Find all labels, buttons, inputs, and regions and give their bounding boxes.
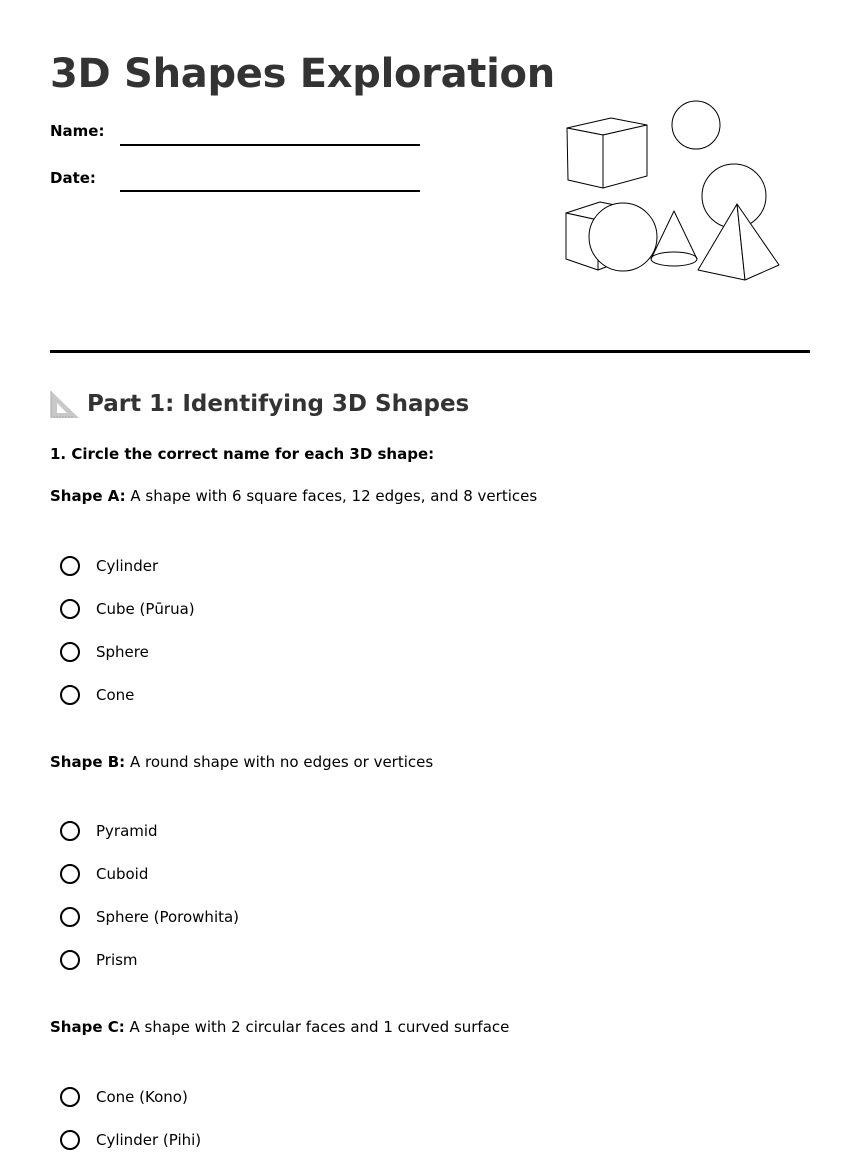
radio-circle[interactable] bbox=[60, 1130, 80, 1150]
radio-circle[interactable] bbox=[60, 556, 80, 576]
option-cube[interactable] bbox=[60, 596, 195, 621]
option-cylinder[interactable] bbox=[60, 553, 158, 578]
radio-circle[interactable] bbox=[60, 907, 80, 927]
option-label: Cuboid bbox=[96, 864, 149, 883]
radio-circle[interactable] bbox=[60, 685, 80, 705]
page-title: 3D Shapes Exploration bbox=[50, 51, 555, 97]
question-text: A round shape with no edges or vertices bbox=[129, 753, 434, 771]
option-cone-kono[interactable] bbox=[60, 1084, 188, 1109]
option-cuboid[interactable] bbox=[60, 861, 148, 886]
option-pyramid[interactable] bbox=[60, 818, 158, 843]
date-label: Date: bbox=[50, 169, 96, 187]
option-label: Cube (Pūrua) bbox=[96, 599, 195, 618]
option-label: Cylinder (Pihi) bbox=[96, 1130, 202, 1149]
set-square-icon bbox=[50, 389, 80, 419]
question-shape-a bbox=[50, 486, 537, 506]
option-prism[interactable] bbox=[60, 947, 138, 972]
radio-circle[interactable] bbox=[60, 821, 80, 841]
option-label: Sphere bbox=[96, 642, 149, 661]
option-label: Cylinder bbox=[96, 556, 159, 575]
section-title: Part 1: Identifying 3D Shapes bbox=[87, 391, 470, 417]
radio-circle[interactable] bbox=[60, 599, 80, 619]
question-shape-b bbox=[50, 752, 433, 772]
cone-drawing bbox=[651, 211, 697, 266]
question-label: Shape C: bbox=[50, 1018, 125, 1036]
question-label: Shape A: bbox=[50, 487, 126, 505]
question-shape-c bbox=[50, 1017, 509, 1037]
3d-shapes-illustration bbox=[560, 95, 785, 285]
small-sphere-drawing bbox=[672, 101, 720, 149]
radio-circle[interactable] bbox=[60, 864, 80, 884]
date-field[interactable] bbox=[120, 190, 420, 192]
name-field[interactable] bbox=[120, 144, 420, 146]
name-label: Name: bbox=[50, 122, 105, 140]
radio-circle[interactable] bbox=[60, 1087, 80, 1107]
instruction-text: 1. Circle the correct name for each 3D shape: bbox=[50, 445, 435, 463]
cube-drawing bbox=[567, 118, 647, 188]
option-sphere[interactable] bbox=[60, 639, 149, 664]
option-label: Sphere (Porowhita) bbox=[96, 907, 240, 926]
section-divider bbox=[50, 350, 810, 353]
option-label: Cone bbox=[96, 685, 135, 704]
option-sphere-porowhita[interactable] bbox=[60, 904, 239, 929]
radio-circle[interactable] bbox=[60, 642, 80, 662]
sphere-drawing bbox=[589, 203, 657, 271]
option-label: Prism bbox=[96, 950, 138, 969]
option-cone[interactable] bbox=[60, 682, 134, 707]
option-label: Pyramid bbox=[96, 821, 158, 840]
option-cylinder-pihi[interactable] bbox=[60, 1127, 201, 1152]
question-text: A shape with 6 square faces, 12 edges, and 8 vertices bbox=[130, 487, 538, 505]
question-label: Shape B: bbox=[50, 753, 126, 771]
question-text: A shape with 2 circular faces and 1 curved surface bbox=[129, 1018, 510, 1036]
option-label: Cone (Kono) bbox=[96, 1087, 188, 1106]
radio-circle[interactable] bbox=[60, 950, 80, 970]
section-heading bbox=[50, 387, 469, 421]
